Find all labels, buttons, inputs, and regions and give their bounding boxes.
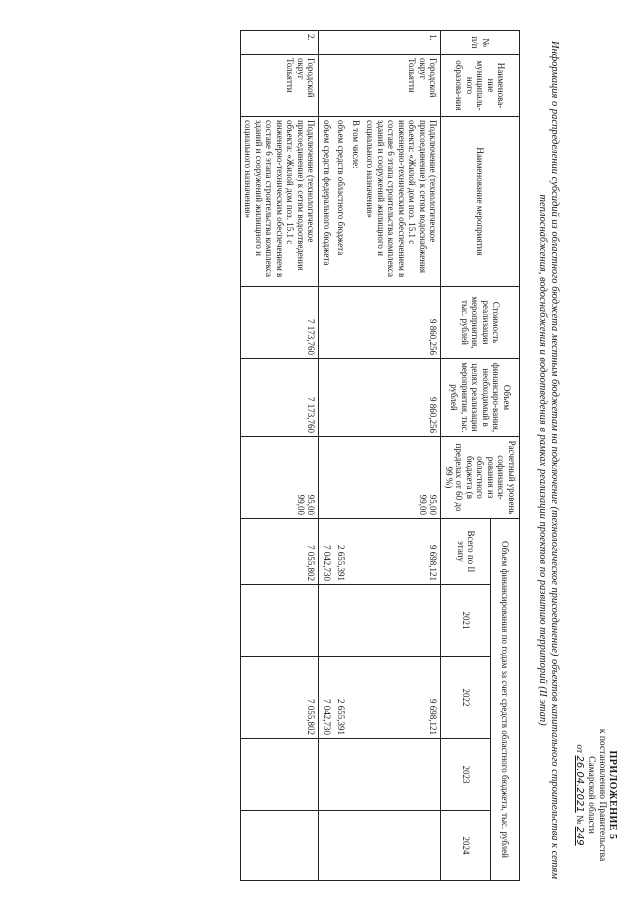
header-2022: 2022 bbox=[441, 657, 490, 739]
row-volume: 7 173,760 bbox=[241, 359, 320, 437]
header-municipality: Наименова-ние муниципаль-ного образова-ния bbox=[441, 55, 520, 117]
appendix-heading: ПРИЛОЖЕНИЕ 5 bbox=[607, 750, 618, 840]
including-label: В том числе: bbox=[349, 117, 364, 287]
sub-row-event: объем средств областного бюджета bbox=[334, 117, 349, 287]
header-num: № п/п bbox=[441, 31, 520, 55]
table-row bbox=[334, 31, 349, 881]
row-level bbox=[363, 437, 441, 519]
title-line-2: теплоснабжения, водоснабжения и водоотведения в рамках реализации проектов по развитию территорий (II этап) bbox=[537, 194, 548, 726]
row-level bbox=[241, 437, 320, 519]
row-2021 bbox=[363, 585, 441, 657]
row-2022: 7 055,802 bbox=[241, 657, 320, 739]
table-row bbox=[363, 31, 441, 881]
header-cost: Стоимость реализации мероприятия, тыс. рублей bbox=[441, 287, 520, 359]
row-municipality: Городской округ Тольятти bbox=[241, 55, 320, 117]
header-funding-group: Объем финансирования по годам за счет средств областного бюджета, тыс. рублей bbox=[490, 519, 519, 881]
document-title bbox=[536, 40, 560, 880]
row-level-b: 99,00 bbox=[418, 494, 428, 515]
table-row bbox=[241, 31, 320, 881]
title-line-1: Информация о распределении субсидий из областного бюджета местным бюджетам на подключение (технологическое присоединение) объектов капитального строительства к сетям bbox=[549, 41, 560, 879]
row-2024 bbox=[363, 811, 441, 881]
row-2022: 9 698,121 bbox=[363, 657, 441, 739]
appendix-line-2: Самарской области bbox=[586, 756, 596, 834]
header-event: Наименование мероприятия bbox=[441, 117, 520, 287]
row-level-a: 95,00 bbox=[428, 494, 439, 515]
appendix-date-line: от 26.04.2021 № 249 bbox=[574, 744, 585, 846]
row-num: 2. bbox=[241, 31, 320, 55]
appendix-block bbox=[573, 700, 618, 890]
row-cost: 9 860,256 bbox=[363, 287, 441, 359]
header-2023: 2023 bbox=[441, 739, 490, 811]
row-level-b: 99,00 bbox=[296, 494, 306, 515]
row-volume: 9 860,256 bbox=[363, 359, 441, 437]
subsidy-table bbox=[240, 30, 520, 881]
row-event: Подключение (технологическое присоединение) к сетям водоотведения объекта: «Жилой дом поз. 15.1 с инженерно-техническим обеспечением в составе 6 этапа строительства комплекса зданий и сооружений жилищного и социального назначения» bbox=[241, 117, 320, 287]
header-level: Расчетный уровень софинанси-рования из областного бюджета (в пределах от 60 до 99 %) bbox=[441, 437, 520, 519]
row-total: 9 698,121 bbox=[363, 519, 441, 585]
sub-row-total: 2 655,391 bbox=[334, 519, 349, 585]
table-row bbox=[349, 31, 364, 881]
appendix-line-1: к постановлению Правительства bbox=[597, 728, 607, 862]
row-level-a: 95,00 bbox=[306, 494, 317, 515]
appendix-date: 26.04.2021 bbox=[574, 755, 585, 813]
row-total: 7 055,802 bbox=[241, 519, 320, 585]
sub-row-2022: 2 655,391 bbox=[334, 657, 349, 739]
header-total: Всего по II этапу bbox=[441, 519, 490, 585]
row-cost: 7 173,760 bbox=[241, 287, 320, 359]
row-event: Подключение (технологическое присоединение) к сетям водоснабжения объекта: «Жилой дом поз. 15.1 с инженерно-техническим обеспечением в составе 6 этапа строительства комплекса зданий и сооружений жилищного и социального назначения» bbox=[363, 117, 441, 287]
sub-row-total: 7 042,730 bbox=[319, 519, 334, 585]
row-2023 bbox=[363, 739, 441, 811]
header-volume: Объем финансиро-вания, необходимый в целях реализации мероприятия, тыс. рублей bbox=[441, 359, 520, 437]
header-2021: 2021 bbox=[441, 585, 490, 657]
sub-row-event: объем средств федерального бюджета bbox=[319, 117, 334, 287]
row-municipality: Городской округ Тольятти bbox=[363, 55, 441, 117]
table-row bbox=[319, 31, 334, 881]
header-2024: 2024 bbox=[441, 811, 490, 881]
sub-row-2022: 7 042,730 bbox=[319, 657, 334, 739]
row-num: 1. bbox=[363, 31, 441, 55]
appendix-number: 249 bbox=[574, 826, 585, 846]
